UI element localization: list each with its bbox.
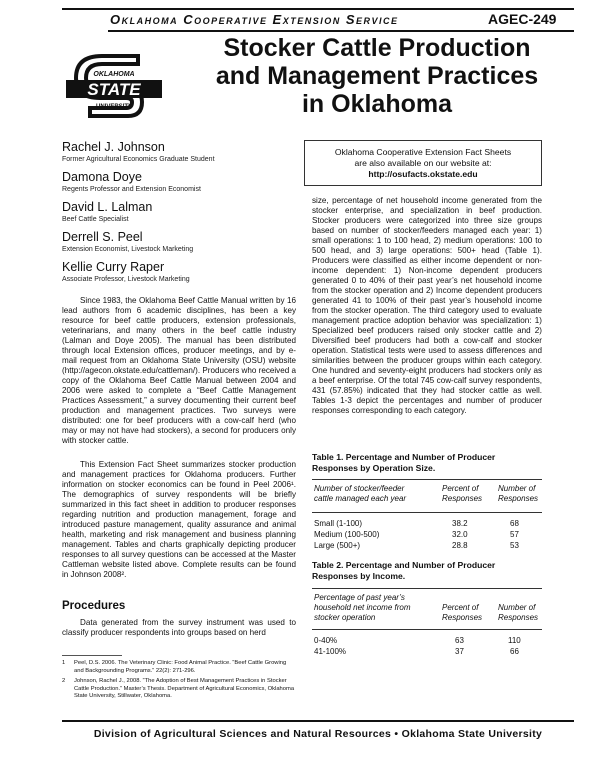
author-entry [62,230,292,254]
table-2-header-category: Percentage of past year’s household net income from stocker operation [314,593,411,622]
table-2 [312,593,542,627]
table-1 [312,484,542,508]
logo-university-text: UNIVERSITY [95,104,133,110]
table-cell-percent: 38.2 [452,519,468,528]
table-cell-percent: 63 [455,636,464,645]
table-cell-number: 68 [510,519,519,528]
author-title: Beef Cattle Specialist [62,216,129,223]
footer-division-text: Division of Agricultural Sciences and Natural Resources • Oklahoma State University [93,728,543,740]
intro-paragraph-2: This Extension Fact Sheet summarizes stocker production and management practices for Oklahoma producers. Further information on stocker economics can be found in Peel 2006¹. The demographics of survey respondents will be briefly summarized in this fact sheet in addition to producer responses regarding nutrition and production management, forage and introduced pasture management, quality assurance and animal health, marketing and risk management and business planning management. Tables and charts graphically depicting producer responses to all survey questions can be accessed at the Master Cattleman website listed above. Complete results can be found in Johnson 2008². [62,460,296,579]
footnote-number: 1 [62,660,66,666]
table-1-header-category: Number of stocker/feeder cattle managed each year [314,484,407,503]
author-title: Regents Professor and Extension Economist [62,186,201,193]
table-cell-number: 53 [510,541,519,550]
procedures-paragraph: Data generated from the survey instrument was used to classify producer respondents into groups based on herd [62,618,296,637]
procedures-heading: Procedures [62,600,126,612]
table-cell-percent: 32.0 [452,530,468,539]
author-name: Damona Doye [62,170,142,184]
footer-rule [62,720,574,722]
table-1-header-row [312,484,542,508]
extension-service-name: Oklahoma Cooperative Extension Service [110,12,399,27]
table-1-body [312,519,542,552]
logo-state-text: STATE [87,80,141,99]
author-list [62,140,292,290]
table-row [312,636,542,647]
table-cell-number: 57 [510,530,519,539]
logo-oklahoma-text: OKLAHOMA [93,71,135,78]
document-title [192,34,562,118]
footnote-number: 2 [62,678,66,684]
author-title: Associate Professor, Livestock Marketing [62,276,190,283]
table-cell-percent: 37 [455,647,464,656]
table-cell-category: Small (1-100) [314,519,363,528]
factbox-line-1: Oklahoma Cooperative Extension Fact Sheets [334,147,512,157]
table-row [312,541,542,552]
title-line-2: and Management Practices [215,62,539,90]
table-1-top-rule [312,479,542,480]
table-cell-number: 66 [510,647,519,656]
header-rule [108,30,574,32]
table-cell-category: 41-100% [314,647,347,656]
footnote-2 [62,678,296,701]
author-title: Extension Economist, Livestock Marketing [62,246,194,253]
intro-paragraph-1: Since 1983, the Oklahoma Beef Cattle Manual written by 16 lead authors from 6 academic disciplines, has been a key resource for beef cattle producers, extension professionals, veterinarians, and many others in the beef cattle industry (Lalman and Doye 2005). The manual has been distributed through local Extension offices, producer meetings, and by e-mail request from an Oklahoma State University (OSU) website (http://agecon.okstate.edu/cattleman/). Producers who received a copy of the Oklahoma Beef Cattle Manual between 2004 and 2006 were asked to complete a “Beef Cattle Management Practices Assessment,” a survey documenting their current beef production and management practices. Two surveys were distributed: one for beef producers with a cow-calf herd (who may or may not have had stockers), a second for producers only with stocker cattle. [62,296,296,445]
table-2-header-percent: Percent of Responses [442,603,483,622]
header-top-rule [62,8,574,10]
table-2-header-rule [312,629,542,630]
osu-logo [60,52,168,126]
author-name: Kellie Curry Raper [62,260,165,274]
author-name: Derrell S. Peel [62,230,143,244]
table-2-header-row [312,593,542,627]
classification-paragraph: size, percentage of net household income generated from the stocker enterprise, and specialization in beef production. Stocker producers were categorized into three size groups based on number of stocker/feeders managed each year: 1) small operations: 1 to 100 head, 2) medium operations: 100 to 500 head, and 3) large operations: 500+ head (Table 1). Producers were classified as either income dependent or non-income dependent: 1) Non-income dependent producers generated 0 to 40% of their past year’s net household income from the stocker operation and 2) Income dependent producers generated 41 to 100% of their past year’s household income from the stocker operation. The third category used to evaluate management practice adoption behavior was specialization: 1) Specialized beef producers raised only stocker cattle and 2) Diversified beef producers had both a cow-calf and stocker operation. Statistical tests were used to assess differences and similarities between the producer groups within each category. One hundred and seventy-eight producers had stockers only as a beef enterprise. Of the total 745 cow-calf survey respondents, 431 (57.85%) indicated that they had stocker cattle as well. Tables 1-3 depict the percentages and number of producer responses corresponding to each category. [312,196,542,415]
table-1-header-number: Number of Responses [498,484,539,503]
author-name: David L. Lalman [62,200,153,214]
table-cell-number: 110 [508,636,521,645]
author-entry [62,200,292,224]
table-cell-category: Large (500+) [314,541,361,550]
title-line-1: Stocker Cattle Production [223,34,531,62]
table-row [312,519,542,530]
fact-sheet-code: AGEC-249 [488,11,557,27]
table-cell-percent: 28.8 [452,541,468,550]
footnote-rule [62,655,122,656]
table-2-header-number: Number of Responses [498,603,539,622]
footnote-text: Peel, D.S. 2006. The Veterinary Clinic: Food Animal Practice. “Beef Cattle Growing and Backgrounding Programs.” 22(2): 271-296. [74,660,287,674]
footnote-text: Johnson, Rachel J., 2008. “The Adoption of Best Management Practices in Stocker Cattle Production.” Master’s Thesis. Department of Agricultural Economics, Oklahoma State University, Stillwater, Oklahoma. [74,678,295,699]
table-2-body [312,636,542,658]
table-1-header-rule [312,512,542,513]
table-1-header-percent: Percent of Responses [442,484,483,503]
fact-sheet-website-box [304,140,542,186]
table-row [312,647,542,658]
author-entry [62,260,292,284]
table-cell-category: 0-40% [314,636,338,645]
table-2-top-rule [312,588,542,589]
table-2-title: Table 2. Percentage and Number of Producer Responses by Income. [312,560,496,581]
title-line-3: in Oklahoma [301,90,453,118]
table-row [312,530,542,541]
table-1-title: Table 1. Percentage and Number of Producer Responses by Operation Size. [312,452,496,473]
footnote-1 [62,660,296,675]
author-entry [62,140,292,164]
author-name: Rachel J. Johnson [62,140,165,154]
factbox-url-link[interactable]: http://osufacts.okstate.edu [368,169,478,179]
table-cell-category: Medium (100-500) [314,530,380,539]
factbox-line-2: are also available on our website at: [354,158,492,168]
author-title: Former Agricultural Economics Graduate Student [62,156,215,163]
author-entry [62,170,292,194]
